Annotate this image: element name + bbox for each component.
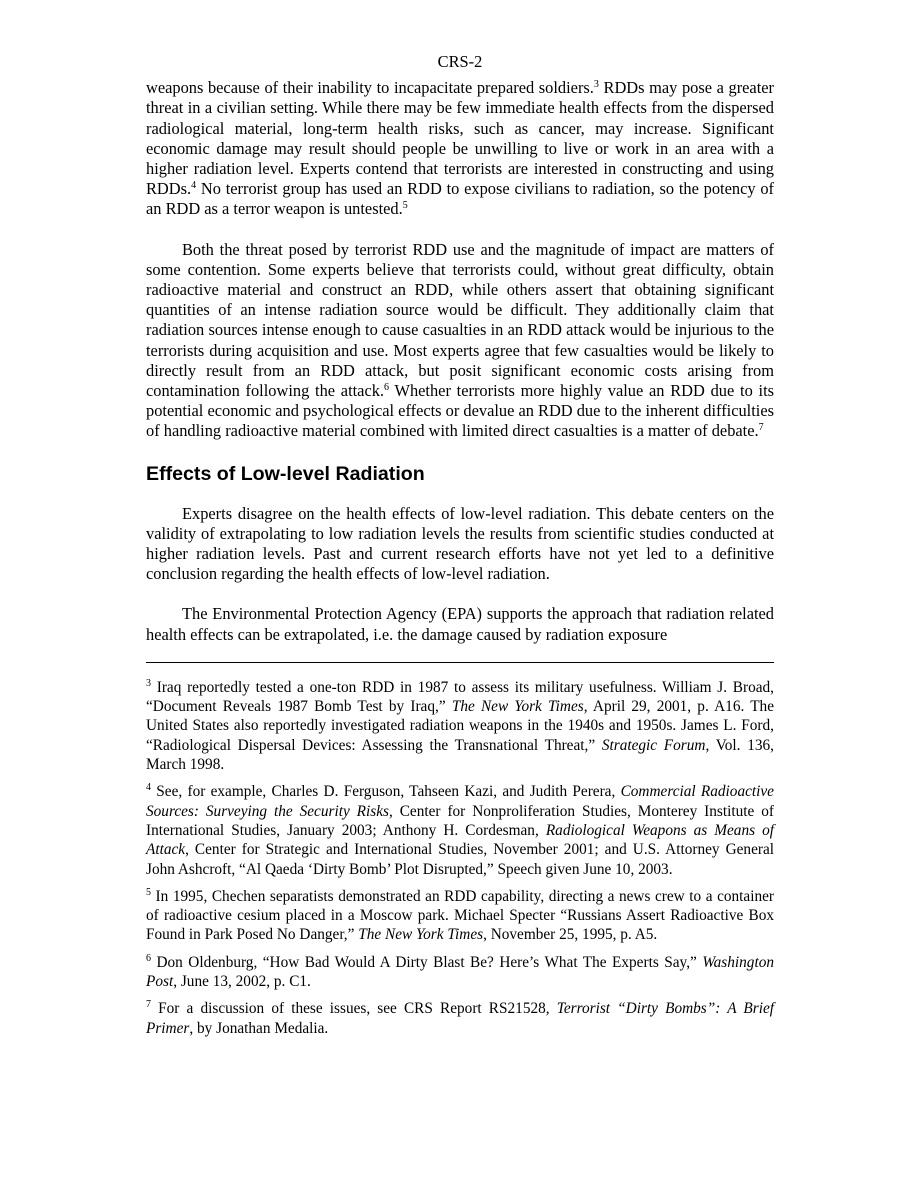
footnote-reference: 6 (146, 952, 151, 964)
italic-title: The New York Times (451, 698, 584, 716)
footnotes (146, 678, 774, 1038)
text-run: For a discussion of these issues, see CRS Report RS21528, (151, 1000, 557, 1018)
italic-title: Commercial Radioactive Sources: Surveying the Security Risks (146, 783, 774, 820)
footnote-reference: 4 (146, 782, 151, 794)
section-heading: Effects of Low-level Radiation (146, 462, 425, 485)
text-run: Iraq reportedly tested a one-ton RDD in 1987 to assess its military usefulness. William J. Broad, “Document Reveals 1987 Bomb Test by Iraq,” (146, 678, 774, 716)
italic-title: Radiological Weapons as Means of Attack (146, 821, 774, 859)
text-run: , November 25, 1995, p. A5. (483, 926, 658, 944)
text-run: , Vol. 136, March 1998. (146, 736, 774, 774)
footnote (146, 678, 774, 774)
text-run: , Center for Strategic and International Studies, November 2001; and U.S. Attorney General John Ashcroft, “Al Qaeda ‘Dirty Bomb’ Plot Disrupted,” Speech given June 10, 2003. (146, 841, 774, 878)
footnote-reference: 5 (402, 200, 408, 212)
text-run: weapons because of their inability to incapacitate prepared soldiers. (146, 78, 594, 98)
footnote-reference: 6 (384, 382, 390, 394)
footnote (146, 782, 774, 878)
body-paragraph (146, 240, 774, 442)
page-header: CRS-2 (437, 52, 483, 71)
document-page (146, 52, 774, 1046)
text-run: Don Oldenburg, “How Bad Would A Dirty Blast Be? Here’s What The Experts Say,” (151, 953, 703, 971)
italic-title: Strategic Forum (601, 736, 706, 754)
body-paragraph (146, 78, 774, 219)
italic-title: Terrorist “Dirty Bombs”: A Brief Primer (146, 1000, 774, 1037)
body-paragraph (146, 604, 774, 644)
text-run: No terrorist group has used an RDD to expose civilians to radiation, so the potency of an RDD as a terror weapon is untested. (146, 179, 774, 219)
text-run: In 1995, Chechen separatists demonstrated an RDD capability, directing a news crew to a container of radioactive cesium placed in a Moscow park. Michael Specter “Russians Assert Radioactive Box Found in Park Posed No Danger,” (146, 887, 774, 944)
footnote-reference: 7 (758, 422, 764, 434)
text-run: , June 13, 2002, p. C1. (173, 973, 311, 991)
footnote-reference: 3 (593, 79, 599, 91)
text-run: , Center for Nonproliferation Studies, Monterey Institute of International Studies, January 2003; Anthony H. Cordesman, (146, 802, 774, 839)
text-run: RDDs may pose a greater threat in a civilian setting. While there may be few immediate health effects from the dispersed radiological material, long-term health risks, such as cancer, may increase. Significant economic damage may result should people be unwilling to live or work in an area with a higher radiation level. Experts contend that terrorists are interested in constructing and using RDDs. (146, 78, 774, 199)
text-run: Experts disagree on the health effects of low-level radiation. This debate centers on the validity of extrapolating to low radiation levels the results from scientific studies conducted at higher radiation levels. Past and current research efforts have not yet led to a definitive conclusion regarding the health effects of low-level radiation. (146, 503, 774, 584)
text-run: , by Jonathan Medalia. (189, 1019, 329, 1037)
text-run: The Environmental Protection Agency (EPA) supports the approach that radiation related health effects can be extrapolated, i.e. the damage caused by radiation exposure (146, 604, 774, 644)
footnote-reference: 5 (146, 886, 151, 898)
footnote-reference: 4 (191, 180, 197, 192)
text-run: See, for example, Charles D. Ferguson, Tahseen Kazi, and Judith Perera, (151, 783, 621, 801)
footnote (146, 999, 774, 1038)
text-run: , April 29, 2001, p. A16. The United States also reportedly investigated radiation weapons in the 1940s and 1950s. James L. Ford, “Radiological Dispersal Devices: Assessing the Transnational Threat,” (146, 698, 774, 754)
text-run: Whether terrorists more highly value an RDD due to its potential economic and psychological effects or devalue an RDD due to the inherent difficulties of handling radioactive material combined with limited direct casualties is a matter of debate. (146, 381, 775, 441)
italic-title: The New York Times (358, 926, 484, 944)
footnote-separator (146, 662, 774, 663)
body-paragraph (146, 504, 774, 585)
italic-title: Washington Post (146, 953, 774, 991)
footnote (146, 887, 774, 945)
text-run: Both the threat posed by terrorist RDD use and the magnitude of impact are matters of some contention. Some experts believe that terrorists could, without great difficulty, obtain radioactive material and construct an RDD, while others assert that obtaining significant quantities of an intense radiation source would be difficult. They additionally claim that radiation sources intense enough to cause casualties in an RDD attack would be injurious to the terrorists during acquisition and use. Most experts agree that few casualties would be likely to directly result from an RDD attack, but posit significant economic costs arising from contamination following the attack. (146, 239, 774, 401)
footnote (146, 953, 774, 992)
footnote-reference: 7 (146, 999, 151, 1011)
footnote-reference: 3 (146, 677, 151, 689)
